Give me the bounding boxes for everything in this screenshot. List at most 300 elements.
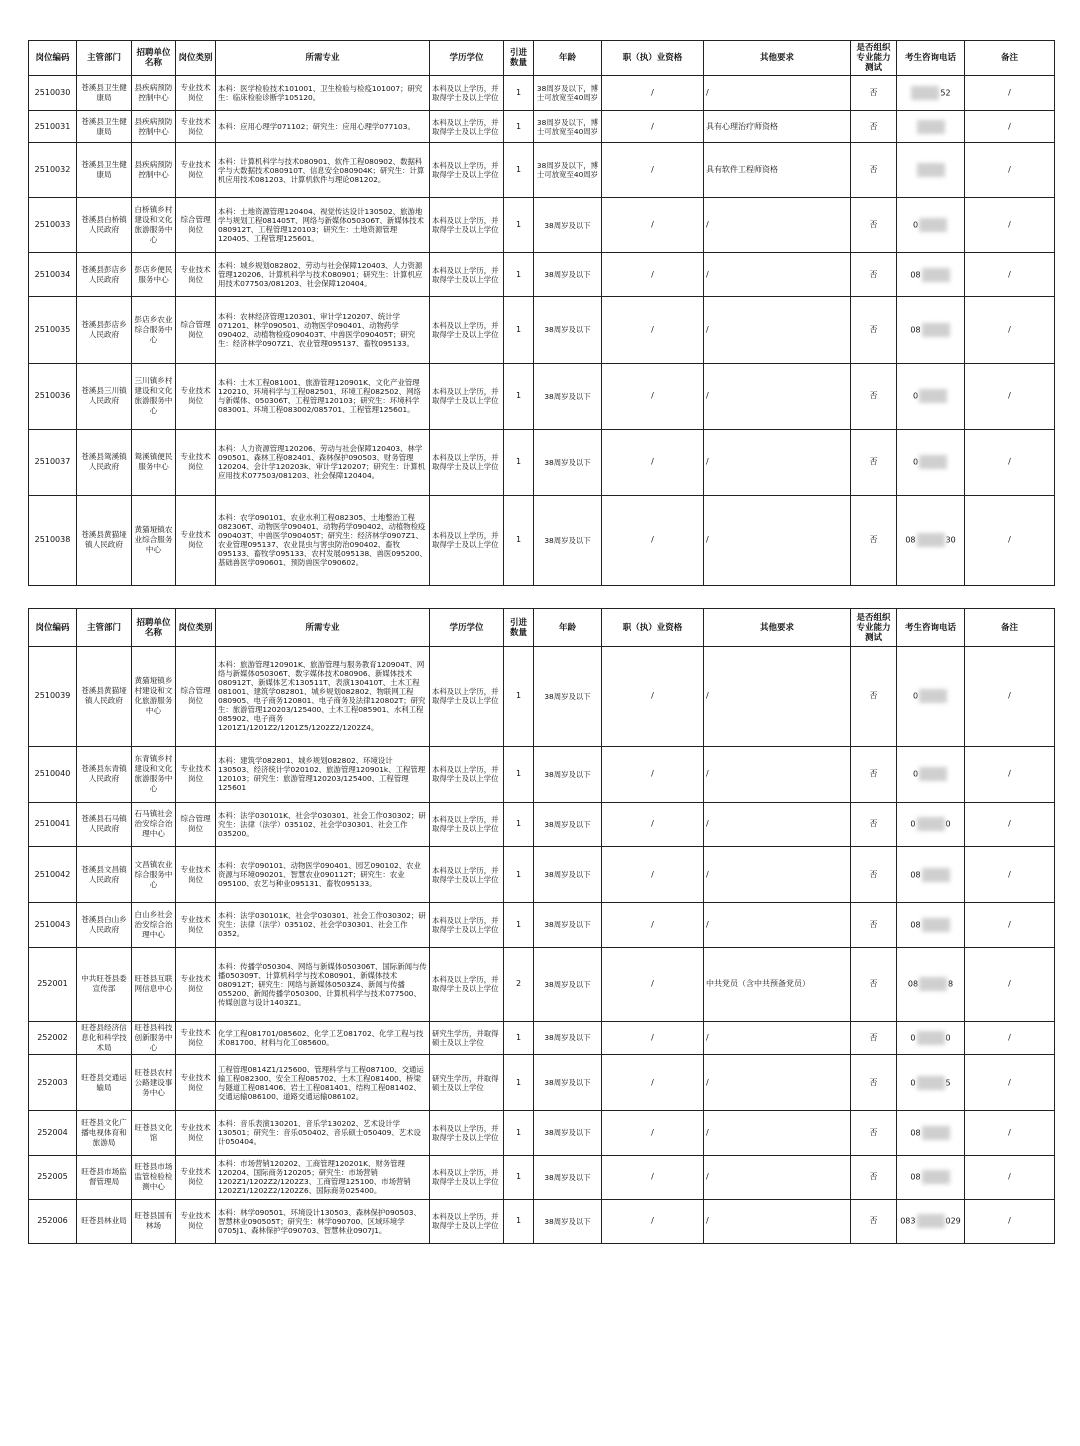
table-2-header-row: [29, 609, 1055, 647]
phone-redacted: [919, 455, 947, 469]
phone-prefix: 08: [907, 979, 919, 989]
column-header: 考生咨询电话: [897, 41, 965, 76]
table-row: [29, 1199, 1055, 1243]
position-type-cell: 专业技术岗位: [176, 1021, 216, 1054]
required-major-cell: 化学工程081701/085602、化学工艺081702、化学工程与技术081700、材料与化工085600。: [216, 1021, 430, 1054]
department-cell: 苍溪县卫生健康局: [77, 111, 132, 143]
education-cell: 本科及以上学历，并取得学士及以上学位: [430, 947, 504, 1021]
quota-cell: 1: [504, 647, 534, 747]
quota-cell: 1: [504, 903, 534, 947]
consult-phone-cell: [897, 198, 965, 253]
quota-cell: 1: [504, 1155, 534, 1199]
age-requirement-cell: 38周岁及以下: [534, 297, 602, 363]
table-row: [29, 1155, 1055, 1199]
employer-unit-cell: 白山乡社会治安综合治理中心: [132, 903, 176, 947]
remarks-cell: /: [965, 429, 1055, 495]
quota-cell: 1: [504, 253, 534, 297]
position-code-cell: 2510036: [29, 363, 77, 429]
department-cell: 苍溪县彭店乡人民政府: [77, 297, 132, 363]
required-major-cell: 本科：医学检验技术101001、卫生检验与检疫101007；研究生：临床检验诊断学105120。: [216, 76, 430, 111]
phone-prefix: 0: [912, 391, 919, 401]
employer-unit-cell: 旺苍县互联网信息中心: [132, 947, 176, 1021]
ability-test-cell: 否: [851, 198, 897, 253]
quota-cell: 1: [504, 1021, 534, 1054]
position-code-cell: 2510032: [29, 143, 77, 198]
table-row: [29, 253, 1055, 297]
quota-cell: 1: [504, 143, 534, 198]
consult-phone-cell: [897, 647, 965, 747]
other-requirements-cell: /: [704, 1055, 851, 1111]
other-requirements-cell: /: [704, 198, 851, 253]
qualification-cell: /: [602, 1155, 704, 1199]
phone-redacted: [917, 1214, 945, 1228]
consult-phone-cell: [897, 847, 965, 903]
age-requirement-cell: 38周岁及以下: [534, 802, 602, 846]
quota-cell: 1: [504, 1111, 534, 1155]
education-cell: 研究生学历，并取得硕士及以上学位: [430, 1055, 504, 1111]
age-requirement-cell: 38周岁及以下: [534, 746, 602, 802]
quota-cell: 1: [504, 76, 534, 111]
phone-redacted: [917, 533, 945, 547]
required-major-cell: 本科：建筑学082801、城乡规划082802、环境设计130503、经济统计学020102、旅游管理120901k、工程管理120103；研究生：旅游管理120203/125400、工程管理125601: [216, 746, 430, 802]
age-requirement-cell: 38周岁及以下: [534, 253, 602, 297]
table-row: [29, 746, 1055, 802]
table-row: [29, 363, 1055, 429]
education-cell: 本科及以上学历，并取得学士及以上学位: [430, 802, 504, 846]
education-cell: 本科及以上学历，并取得学士及以上学位: [430, 198, 504, 253]
column-header: 学历学位: [430, 41, 504, 76]
department-cell: 中共旺苍县委宣传部: [77, 947, 132, 1021]
education-cell: 本科及以上学历，并取得学士及以上学位: [430, 746, 504, 802]
position-code-cell: 2510040: [29, 746, 77, 802]
required-major-cell: 本科：农学090101、农业水利工程082305、土地整治工程082306T、动物医学090401、动物药学090402、动植物检疫090403T、中兽医学090405T；研究生：经济林学0907Z1、农业管理095137、农业昆虫与害虫防治090402、畜牧095133、畜牧学095133、农村发展095138、兽医095200、基础兽医学090601、预防兽医学090602。: [216, 495, 430, 585]
phone-suffix: 0: [945, 1033, 951, 1043]
column-header: 学历学位: [430, 609, 504, 647]
phone-prefix: 08: [910, 920, 921, 930]
other-requirements-cell: /: [704, 903, 851, 947]
age-requirement-cell: 38周岁及以下: [534, 429, 602, 495]
age-requirement-cell: 38周岁及以下: [534, 1199, 602, 1243]
position-type-cell: 专业技术岗位: [176, 1055, 216, 1111]
phone-suffix: 029: [945, 1216, 961, 1226]
age-requirement-cell: 38周岁及以下: [534, 847, 602, 903]
education-cell: 本科及以上学历，并取得学士及以上学位: [430, 495, 504, 585]
qualification-cell: /: [602, 1055, 704, 1111]
position-code-cell: 2510039: [29, 647, 77, 747]
column-header: 是否组织专业能力测试: [851, 609, 897, 647]
position-type-cell: 专业技术岗位: [176, 253, 216, 297]
phone-redacted: [919, 977, 947, 991]
phone-redacted: [922, 918, 950, 932]
qualification-cell: /: [602, 76, 704, 111]
ability-test-cell: 否: [851, 802, 897, 846]
age-requirement-cell: 38周岁及以下，博士可放宽至40周岁: [534, 76, 602, 111]
required-major-cell: 本科：土地资源管理120404、视觉传达设计130502、旅游地学与规划工程081405T、网络与新媒体050306T、新媒体技术080912T、工程管理120103；研究生：土地资源管理120405、工程管理125601。: [216, 198, 430, 253]
other-requirements-cell: 具有软件工程师资格: [704, 143, 851, 198]
column-header: 主管部门: [77, 41, 132, 76]
position-type-cell: 专业技术岗位: [176, 746, 216, 802]
table-row: [29, 429, 1055, 495]
position-code-cell: 252005: [29, 1155, 77, 1199]
column-header: 岗位类别: [176, 41, 216, 76]
phone-prefix: 0: [910, 1033, 916, 1043]
department-cell: 苍溪县白桥镇人民政府: [77, 198, 132, 253]
education-cell: 本科及以上学历，并取得学士及以上学位: [430, 111, 504, 143]
phone-redacted: [922, 1170, 950, 1184]
recruitment-table-1: [28, 40, 1055, 586]
other-requirements-cell: /: [704, 1021, 851, 1054]
consult-phone-cell: [897, 947, 965, 1021]
table-row: [29, 1055, 1055, 1111]
column-header: 招聘单位名称: [132, 609, 176, 647]
column-header: 岗位编码: [29, 609, 77, 647]
employer-unit-cell: 旺苍县市场监管检验检测中心: [132, 1155, 176, 1199]
education-cell: 研究生学历，并取得硕士及以上学位: [430, 1021, 504, 1054]
position-type-cell: 专业技术岗位: [176, 429, 216, 495]
phone-prefix: 08: [910, 325, 921, 335]
position-type-cell: 综合管理岗位: [176, 802, 216, 846]
position-type-cell: 综合管理岗位: [176, 647, 216, 747]
quota-cell: 1: [504, 495, 534, 585]
department-cell: 苍溪县卫生健康局: [77, 143, 132, 198]
position-type-cell: 专业技术岗位: [176, 1155, 216, 1199]
qualification-cell: /: [602, 1111, 704, 1155]
consult-phone-cell: [897, 253, 965, 297]
phone-redacted: [922, 868, 950, 882]
ability-test-cell: 否: [851, 1111, 897, 1155]
education-cell: 本科及以上学历，并取得学士及以上学位: [430, 1155, 504, 1199]
required-major-cell: 本科：人力资源管理120206、劳动与社会保障120403、林学090501、森林工程082401、森林保护090503、财务管理120204、会计学120203k、审计学120207；研究生：计算机应用技术077503/081203、社会保障120404。: [216, 429, 430, 495]
other-requirements-cell: /: [704, 847, 851, 903]
quota-cell: 1: [504, 363, 534, 429]
position-code-cell: 252003: [29, 1055, 77, 1111]
position-code-cell: 2510042: [29, 847, 77, 903]
other-requirements-cell: /: [704, 363, 851, 429]
department-cell: 苍溪县卫生健康局: [77, 76, 132, 111]
position-code-cell: 2510037: [29, 429, 77, 495]
other-requirements-cell: /: [704, 76, 851, 111]
consult-phone-cell: [897, 1021, 965, 1054]
quota-cell: 1: [504, 111, 534, 143]
position-code-cell: 2510031: [29, 111, 77, 143]
column-header: 备注: [965, 609, 1055, 647]
ability-test-cell: 否: [851, 253, 897, 297]
remarks-cell: /: [965, 903, 1055, 947]
employer-unit-cell: 黄猫垭镇农业综合服务中心: [132, 495, 176, 585]
column-header: 所需专业: [216, 41, 430, 76]
education-cell: 本科及以上学历，并取得学士及以上学位: [430, 1199, 504, 1243]
ability-test-cell: 否: [851, 429, 897, 495]
education-cell: 本科及以上学历，并取得学士及以上学位: [430, 297, 504, 363]
consult-phone-cell: [897, 297, 965, 363]
consult-phone-cell: [897, 1055, 965, 1111]
other-requirements-cell: /: [704, 429, 851, 495]
consult-phone-cell: [897, 363, 965, 429]
employer-unit-cell: 旺苍县科技创新服务中心: [132, 1021, 176, 1054]
remarks-cell: /: [965, 1055, 1055, 1111]
phone-prefix: 08: [905, 535, 916, 545]
ability-test-cell: 否: [851, 76, 897, 111]
quota-cell: 1: [504, 198, 534, 253]
column-header: 年龄: [534, 41, 602, 76]
employer-unit-cell: 东青镇乡村建设和文化旅游服务中心: [132, 746, 176, 802]
employer-unit-cell: 彭店乡便民服务中心: [132, 253, 176, 297]
required-major-cell: 本科：音乐表演130201、音乐学130202、艺术设计学130501；研究生：音乐050402、音乐硕士050409、艺术设计050404。: [216, 1111, 430, 1155]
phone-redacted: [911, 86, 939, 100]
age-requirement-cell: 38周岁及以下: [534, 363, 602, 429]
age-requirement-cell: 38周岁及以下: [534, 1021, 602, 1054]
ability-test-cell: 否: [851, 746, 897, 802]
education-cell: 本科及以上学历，并取得学士及以上学位: [430, 76, 504, 111]
other-requirements-cell: /: [704, 1155, 851, 1199]
phone-suffix: 52: [940, 88, 951, 98]
required-major-cell: 本科：传播学050304、网络与新媒体050306T、国际新闻与传播050309T、计算机科学与技术080901、新媒体技术080912T；研究生：网络与新媒体0503Z4、新闻与传播055200、新闻传播学050300、计算机科学与技术077500、传媒创意与设计1403Z1。: [216, 947, 430, 1021]
department-cell: 苍溪县石马镇人民政府: [77, 802, 132, 846]
department-cell: 旺苍县市场监督管理局: [77, 1155, 132, 1199]
remarks-cell: /: [965, 647, 1055, 747]
education-cell: 本科及以上学历，并取得学士及以上学位: [430, 847, 504, 903]
other-requirements-cell: /: [704, 253, 851, 297]
qualification-cell: /: [602, 746, 704, 802]
education-cell: 本科及以上学历，并取得学士及以上学位: [430, 903, 504, 947]
phone-redacted: [919, 689, 947, 703]
phone-redacted: [919, 218, 947, 232]
ability-test-cell: 否: [851, 363, 897, 429]
age-requirement-cell: 38周岁及以下: [534, 947, 602, 1021]
department-cell: 旺苍县文化广播电视体育和旅游局: [77, 1111, 132, 1155]
table-row: [29, 297, 1055, 363]
table-row: [29, 143, 1055, 198]
ability-test-cell: 否: [851, 1055, 897, 1111]
department-cell: 苍溪县彭店乡人民政府: [77, 253, 132, 297]
ability-test-cell: 否: [851, 1021, 897, 1054]
age-requirement-cell: 38周岁及以下: [534, 1155, 602, 1199]
employer-unit-cell: 旺苍县文化馆: [132, 1111, 176, 1155]
qualification-cell: /: [602, 143, 704, 198]
department-cell: 苍溪县白山乡人民政府: [77, 903, 132, 947]
ability-test-cell: 否: [851, 111, 897, 143]
qualification-cell: /: [602, 363, 704, 429]
position-code-cell: 252004: [29, 1111, 77, 1155]
remarks-cell: /: [965, 1155, 1055, 1199]
ability-test-cell: 否: [851, 143, 897, 198]
position-code-cell: 252001: [29, 947, 77, 1021]
department-cell: 旺苍县经济信息化和科学技术局: [77, 1021, 132, 1054]
table-row: [29, 847, 1055, 903]
consult-phone-cell: [897, 76, 965, 111]
ability-test-cell: 否: [851, 1155, 897, 1199]
consult-phone-cell: [897, 746, 965, 802]
position-code-cell: 252002: [29, 1021, 77, 1054]
position-code-cell: 252006: [29, 1199, 77, 1243]
table-row: [29, 1021, 1055, 1054]
column-header: 年龄: [534, 609, 602, 647]
ability-test-cell: 否: [851, 847, 897, 903]
consult-phone-cell: [897, 143, 965, 198]
employer-unit-cell: 三川镇乡村建设和文化旅游服务中心: [132, 363, 176, 429]
employer-unit-cell: 文昌镇农业综合服务中心: [132, 847, 176, 903]
phone-prefix: 0: [910, 819, 916, 829]
column-header: 所需专业: [216, 609, 430, 647]
column-header: 其他要求: [704, 609, 851, 647]
required-major-cell: 本科：旅游管理120901K、旅游管理与服务教育120904T、网络与新媒体050306T、数字媒体技术080906、新媒体技术080912T、新媒体艺术130511T、表演130410T、土木工程081001、建筑学082801、城乡规划082802、物联网工程080905、电子商务120801、电子商务及法律120802T；研究生：旅游管理120203/125400、土木工程085901、水利工程085902、电子商务1201Z1/1201Z2/1201Z5/1202Z2/1202Z4。: [216, 647, 430, 747]
column-header: 考生咨询电话: [897, 609, 965, 647]
qualification-cell: /: [602, 253, 704, 297]
age-requirement-cell: 38周岁及以下: [534, 495, 602, 585]
column-header: 招聘单位名称: [132, 41, 176, 76]
employer-unit-cell: 黄猫垭镇乡村建设和文化旅游服务中心: [132, 647, 176, 747]
position-code-cell: 2510030: [29, 76, 77, 111]
other-requirements-cell: /: [704, 1111, 851, 1155]
phone-redacted: [919, 767, 947, 781]
education-cell: 本科及以上学历，并取得学士及以上学位: [430, 143, 504, 198]
remarks-cell: /: [965, 253, 1055, 297]
ability-test-cell: 否: [851, 647, 897, 747]
required-major-cell: 本科：农林经济管理120301、审计学120207、统计学071201、林学090501、动物医学090401、动物药学090402、动植物检疫090403T、中兽医学090405T；研究生：经济林学0907Z1、农业管理095137、畜牧095133。: [216, 297, 430, 363]
required-major-cell: 本科：法学030101K、社会学030301、社会工作030302；研究生：法律（法学）035102、社会学030301、社会工作035200。: [216, 802, 430, 846]
phone-prefix: 0: [912, 457, 919, 467]
recruitment-table-2: [28, 608, 1055, 1244]
ability-test-cell: 否: [851, 495, 897, 585]
consult-phone-cell: [897, 1155, 965, 1199]
table-row: [29, 903, 1055, 947]
quota-cell: 1: [504, 429, 534, 495]
position-code-cell: 2510034: [29, 253, 77, 297]
remarks-cell: /: [965, 363, 1055, 429]
department-cell: 苍溪县文昌镇人民政府: [77, 847, 132, 903]
employer-unit-cell: 石马镇社会治安综合治理中心: [132, 802, 176, 846]
qualification-cell: /: [602, 111, 704, 143]
other-requirements-cell: /: [704, 1199, 851, 1243]
quota-cell: 1: [504, 297, 534, 363]
employer-unit-cell: 旺苍县农村公路建设事务中心: [132, 1055, 176, 1111]
phone-redacted: [922, 1126, 950, 1140]
qualification-cell: /: [602, 802, 704, 846]
other-requirements-cell: /: [704, 802, 851, 846]
phone-redacted: [922, 323, 950, 337]
position-type-cell: 综合管理岗位: [176, 198, 216, 253]
remarks-cell: /: [965, 1111, 1055, 1155]
required-major-cell: 本科：计算机科学与技术080901、软件工程080902、数据科学与大数据技术080910T、信息安全080904K；研究生：计算机应用技术081203、计算机软件与理论081202。: [216, 143, 430, 198]
phone-prefix: 0: [912, 691, 919, 701]
table-row: [29, 1111, 1055, 1155]
column-header: 其他要求: [704, 41, 851, 76]
consult-phone-cell: [897, 1199, 965, 1243]
department-cell: 苍溪县黄猫垭镇人民政府: [77, 495, 132, 585]
phone-redacted: [922, 268, 950, 282]
employer-unit-cell: 鸳溪镇便民服务中心: [132, 429, 176, 495]
education-cell: 本科及以上学历，并取得学士及以上学位: [430, 253, 504, 297]
department-cell: 旺苍县交通运输局: [77, 1055, 132, 1111]
remarks-cell: /: [965, 198, 1055, 253]
qualification-cell: /: [602, 1021, 704, 1054]
column-header: 职（执）业资格: [602, 609, 704, 647]
education-cell: 本科及以上学历，并取得学士及以上学位: [430, 363, 504, 429]
quota-cell: 1: [504, 1199, 534, 1243]
qualification-cell: /: [602, 198, 704, 253]
remarks-cell: /: [965, 847, 1055, 903]
consult-phone-cell: [897, 429, 965, 495]
quota-cell: 1: [504, 1055, 534, 1111]
employer-unit-cell: 旺苍县国有林场: [132, 1199, 176, 1243]
remarks-cell: /: [965, 802, 1055, 846]
education-cell: 本科及以上学历，并取得学士及以上学位: [430, 647, 504, 747]
department-cell: 苍溪县鸳溪镇人民政府: [77, 429, 132, 495]
position-type-cell: 专业技术岗位: [176, 947, 216, 1021]
qualification-cell: /: [602, 429, 704, 495]
phone-redacted: [919, 389, 947, 403]
remarks-cell: /: [965, 746, 1055, 802]
table-row: [29, 76, 1055, 111]
employer-unit-cell: 县疾病预防控制中心: [132, 111, 176, 143]
remarks-cell: /: [965, 111, 1055, 143]
table-row: [29, 802, 1055, 846]
qualification-cell: /: [602, 297, 704, 363]
other-requirements-cell: /: [704, 495, 851, 585]
phone-prefix: 08: [910, 1128, 921, 1138]
other-requirements-cell: 中共党员（含中共预备党员）: [704, 947, 851, 1021]
quota-cell: 1: [504, 802, 534, 846]
age-requirement-cell: 38周岁及以下: [534, 198, 602, 253]
position-type-cell: 专业技术岗位: [176, 143, 216, 198]
required-major-cell: 本科：林学090501、环境设计130503、森林保护090503、智慧林业090505T；研究生：林学090700、区域环境学0705J1、森林保护学090703、智慧林业0907J1。: [216, 1199, 430, 1243]
phone-suffix: 5: [945, 1078, 951, 1088]
required-major-cell: 本科：土木工程081001、旅游管理120901K、文化产业管理120210、环境科学与工程082501、环境工程082502、网络与新媒体、050306T、工程管理120103；研究生：环境科学083001、环境工程083002/085701、工程管理125601。: [216, 363, 430, 429]
phone-prefix: 0: [910, 1078, 916, 1088]
employer-unit-cell: 彭店乡农业综合服务中心: [132, 297, 176, 363]
other-requirements-cell: /: [704, 297, 851, 363]
column-header: 是否组织专业能力测试: [851, 41, 897, 76]
required-major-cell: 本科：农学090101、动物医学090401、园艺090102、农业资源与环境090201、智慧农业090112T；研究生：农业095100、农艺与种业095131、畜牧095133。: [216, 847, 430, 903]
qualification-cell: /: [602, 1199, 704, 1243]
position-code-cell: 2510043: [29, 903, 77, 947]
ability-test-cell: 否: [851, 947, 897, 1021]
qualification-cell: /: [602, 847, 704, 903]
position-code-cell: 2510038: [29, 495, 77, 585]
position-type-cell: 综合管理岗位: [176, 297, 216, 363]
column-header: 职（执）业资格: [602, 41, 704, 76]
department-cell: 苍溪县东青镇人民政府: [77, 746, 132, 802]
education-cell: 本科及以上学历，并取得学士及以上学位: [430, 1111, 504, 1155]
remarks-cell: /: [965, 1199, 1055, 1243]
phone-suffix: 0: [945, 819, 951, 829]
remarks-cell: /: [965, 1021, 1055, 1054]
position-type-cell: 专业技术岗位: [176, 363, 216, 429]
required-major-cell: 本科：法学030101K、社会学030301、社会工作030302；研究生：法律（法学）035102、社会学030301、社会工作0352。: [216, 903, 430, 947]
age-requirement-cell: 38周岁及以下: [534, 1055, 602, 1111]
ability-test-cell: 否: [851, 903, 897, 947]
phone-suffix: 30: [945, 535, 956, 545]
qualification-cell: /: [602, 647, 704, 747]
column-header: 引进数量: [504, 41, 534, 76]
consult-phone-cell: [897, 111, 965, 143]
remarks-cell: /: [965, 947, 1055, 1021]
age-requirement-cell: 38周岁及以下，博士可放宽至40周岁: [534, 143, 602, 198]
age-requirement-cell: 38周岁及以下: [534, 647, 602, 747]
employer-unit-cell: 白桥镇乡村建设和文化旅游服务中心: [132, 198, 176, 253]
phone-prefix: 0: [912, 220, 919, 230]
consult-phone-cell: [897, 802, 965, 846]
qualification-cell: /: [602, 947, 704, 1021]
column-header: 岗位编码: [29, 41, 77, 76]
column-header: 主管部门: [77, 609, 132, 647]
consult-phone-cell: [897, 903, 965, 947]
remarks-cell: /: [965, 495, 1055, 585]
table-row: [29, 198, 1055, 253]
phone-redacted: [917, 1076, 945, 1090]
required-major-cell: 本科：应用心理学071102；研究生：应用心理学077103。: [216, 111, 430, 143]
quota-cell: 1: [504, 746, 534, 802]
